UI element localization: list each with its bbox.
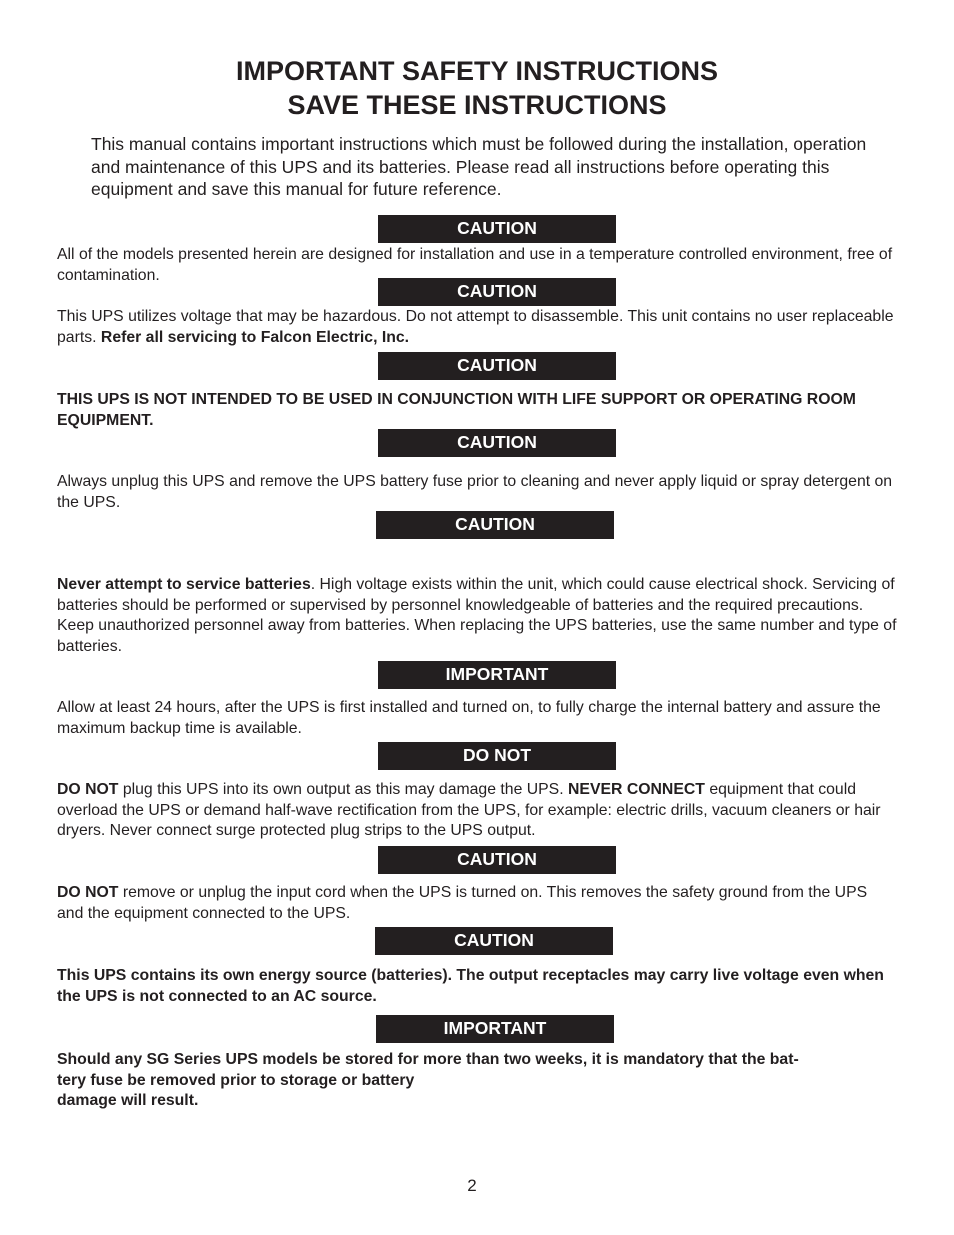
do-not-banner: DO NOT (378, 742, 616, 770)
caution-text-batteries (57, 575, 897, 658)
caution-banner: CAUTION (378, 846, 616, 874)
do-not-text-lead: DO NOT (57, 781, 119, 798)
caution-banner: CAUTION (378, 352, 616, 380)
do-not-text-output (57, 780, 897, 842)
caution-text-body: remove or unplug the input cord when the UPS is turned on. This removes the safety ground from the UPS and the equipment connected to the UPS. (57, 884, 868, 922)
page-title-line-1: IMPORTANT SAFETY INSTRUCTIONS (235, 56, 718, 86)
caution-banner: CAUTION (378, 215, 616, 243)
caution-text-servicing: Refer all servicing to Falcon Electric, Inc. (100, 328, 410, 346)
important-text-line: tery fuse be removed prior to storage or battery (57, 1071, 415, 1089)
important-text-storage (57, 1050, 897, 1112)
caution-banner: CAUTION (376, 511, 614, 539)
important-text-line: damage will result. (57, 1092, 199, 1110)
important-banner: IMPORTANT (376, 1015, 614, 1043)
caution-text-energy-source: This UPS contains its own energy source (batteries). The output receptacles may carry live voltage even when the UPS is not connected to an AC source. (57, 967, 884, 1005)
caution-text-life-support: THIS UPS IS NOT INTENDED TO BE USED IN CONJUNCTION WITH LIFE SUPPORT OR OPERATING ROOM EQUIPMENT. (57, 391, 856, 429)
caution-text-hazardous-voltage (57, 307, 897, 348)
page-number: 2 (467, 1176, 477, 1195)
do-not-text-never-connect: NEVER CONNECT (568, 781, 705, 798)
page-title-line-2: SAVE THESE INSTRUCTIONS (287, 90, 667, 120)
caution-banner: CAUTION (378, 278, 616, 306)
important-text-charging: Allow at least 24 hours, after the UPS is first installed and turned on, to fully charge the internal battery and assure the maximum backup time is available. (57, 699, 881, 737)
caution-banner: CAUTION (375, 927, 613, 955)
do-not-text-body-2: equipment that could overload the UPS or demand half-wave rectification from the UPS, for example: electric drills, vacuum cleaners or hair dryers. Never connect surge protected plug strips to the UPS output. (57, 781, 881, 840)
caution-text-input-cord (57, 883, 897, 924)
caution-text-body: This UPS utilizes voltage that may be hazardous. Do not attempt to disassemble. This unit contains no user replaceable parts. (57, 308, 894, 346)
caution-text-environment: All of the models presented herein are designed for installation and use in a temperature controlled environment, free of contamination. (57, 246, 893, 284)
caution-banner: CAUTION (378, 429, 616, 457)
caution-text-body: . High voltage exists within the unit, which could cause electrical shock. Servicing of batteries should be performed or supervised by personnel knowledgeable of batteries and the required precautions. Keep unauthorized personnel away from batteries. When replacing the UPS batteries, use the same number and type of batteries. (57, 576, 897, 656)
caution-text-lead: Never attempt to service batteries (57, 576, 311, 593)
caution-text-cleaning: Always unplug this UPS and remove the UPS battery fuse prior to cleaning and never apply liquid or spray detergent on the UPS. (57, 473, 893, 511)
do-not-text-body: plug this UPS into its own output as this may damage the UPS. (118, 781, 569, 798)
intro-paragraph: This manual contains important instructions which must be followed during the installation, operation and maintenance of this UPS and its batteries. Please read all instructions before operating this equipment and save this manual for future reference. (91, 134, 867, 199)
important-text-line: Should any SG Series UPS models be stored for more than two weeks, it is mandatory that the bat- (57, 1051, 799, 1068)
important-banner: IMPORTANT (378, 661, 616, 689)
caution-text-lead: DO NOT (57, 884, 119, 901)
